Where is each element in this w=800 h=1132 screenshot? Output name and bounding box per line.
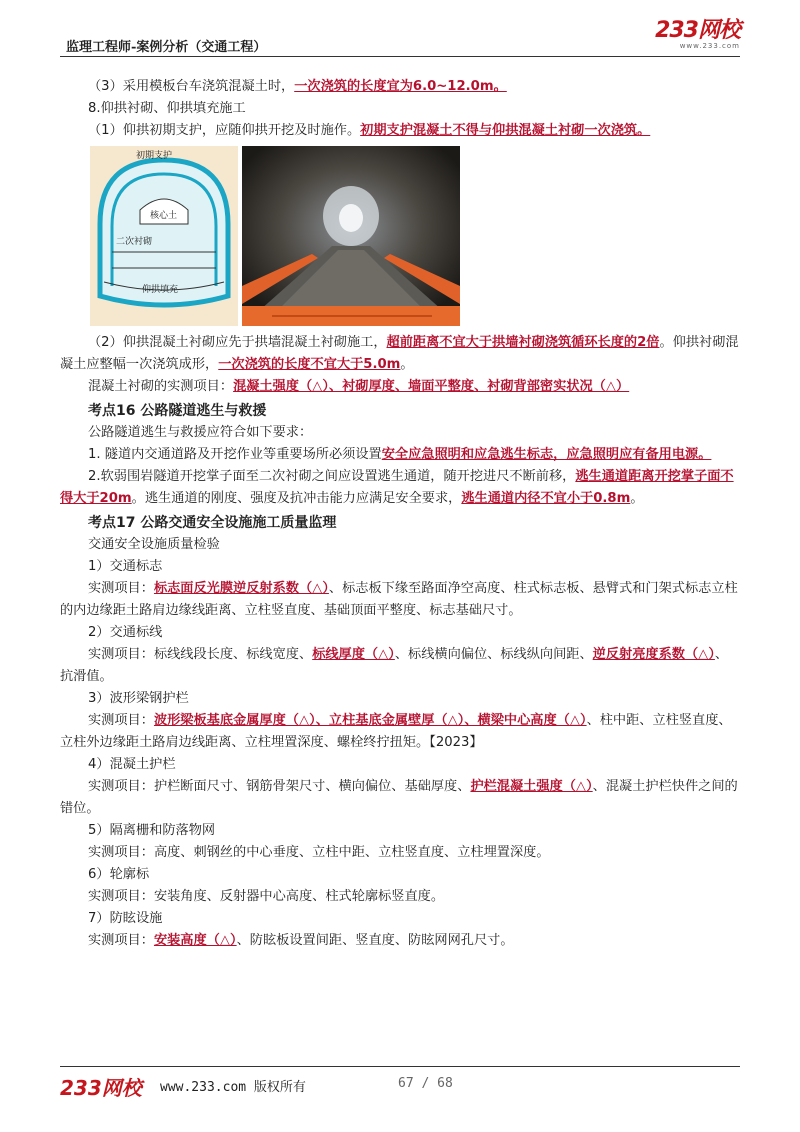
subsection-title: 2）交通标线 [88,625,163,640]
label-secondary-lining: 二次衬砌 [116,237,153,247]
footer-logo: 233网校 [60,1076,142,1100]
paragraph: 公路隧道逃生与救援应符合如下要求： [88,425,313,440]
subsection-title: 3）波形梁钢护栏 [88,691,189,706]
header-divider [60,56,740,57]
measure-items: 实测项目：标线线段长度、标线宽度、标线厚度（△）、标线横向偏位、标线纵向间距、逆反射亮度系数（△）、抗滑值。 [60,647,729,684]
document-body [60,76,740,952]
subsection-title: 5）隔离栅和防落物网 [88,823,216,838]
measure-items: 实测项目：高度、刺钢丝的中心垂度、立柱中距、立柱竖直度、立柱埋置深度。 [88,845,550,860]
label-core-soil: 核心土 [150,211,178,221]
subsection-title: 1）交通标志 [88,559,163,574]
paragraph: 交通安全设施质量检验 [88,537,220,552]
subsection-title: 4）混凝土护栏 [88,757,176,772]
header-title: 监理工程师-案例分析（交通工程） [66,40,267,55]
footer-site-link[interactable]: www.233.com 版权所有 [160,1080,306,1095]
tunnel-cross-section-diagram [90,146,238,326]
label-initial-support: 初期支护 [136,151,173,161]
measure-items: 实测项目：安装高度（△）、防眩板设置间距、竖直度、防眩网网孔尺寸。 [88,933,514,948]
figure-row [90,146,740,328]
footer-divider [60,1066,740,1067]
paragraph: 2.软弱围岩隧道开挖掌子面至二次衬砌之间应设置逃生通道，随开挖进尺不断前移，逃生通道距离开挖掌子面不得大于20m。逃生通道的刚度、强度及抗冲击能力应满足安全要求，逃生通道内径不宜小于0.8m。 [60,469,734,506]
paragraph: 混凝土衬砌的实测项目：混凝土强度（△）、衬砌厚度、墙面平整度、衬砌背部密实状况（△） [88,379,630,394]
logo-text: 233网校 [655,18,740,43]
logo-url: www.233.com [679,42,740,50]
measure-items: 实测项目：安装角度、反射器中心高度、柱式轮廓标竖直度。 [88,889,445,904]
page-header [60,18,740,54]
section-heading: 考点17 公路交通安全设施施工质量监理 [88,515,337,531]
paragraph: 1. 隧道内交通道路及开挖作业等重要场所必须设置安全应急照明和应急逃生标志，应急照明应有备用电源。 [88,447,712,462]
label-invert-fill: 仰拱填充 [142,285,179,295]
paragraph: （3）采用模板台车浇筑混凝土时，一次浇筑的长度宜为6.0~12.0m。 [88,79,507,94]
paragraph: 8.仰拱衬砌、仰拱填充施工 [88,101,246,116]
subsection-title: 7）防眩设施 [88,911,163,926]
subsection-title: 6）轮廓标 [88,867,150,882]
tunnel-construction-photo [242,146,460,326]
page-number: 67 / 68 [398,1076,453,1091]
section-heading: 考点16 公路隧道逃生与救援 [88,403,267,419]
brand-logo [655,20,740,50]
paragraph: （1）仰拱初期支护，应随仰拱开挖及时施作。初期支护混凝土不得与仰拱混凝土衬砌一次浇筑。 [88,123,651,138]
paragraph: （2）仰拱混凝土衬砌应先于拱墙混凝土衬砌施工，超前距离不宜大于拱墙衬砌浇筑循环长度的2倍。仰拱衬砌混凝土应整幅一次浇筑成形，一次浇筑的长度不宜大于5.0m。 [60,335,739,372]
measure-items: 实测项目：波形梁板基底金属厚度（△）、立柱基底金属壁厚（△）、横梁中心高度（△）、柱中距、立柱竖直度、立柱外边缘距土路肩边线距离、立柱埋置深度、螺栓终拧扭矩。【2023】 [60,713,732,750]
measure-items: 实测项目：护栏断面尺寸、钢筋骨架尺寸、横向偏位、基础厚度、护栏混凝土强度（△）、混凝土护栏快件之间的错位。 [60,779,738,816]
measure-items: 实测项目：标志面反光膜逆反射系数（△）、标志板下缘至路面净空高度、柱式标志板、悬臂式和门架式标志立柱的内边缘距土路肩边缘线距离、立柱竖直度、基础顶面平整度、标志基础尺寸。 [60,581,738,618]
